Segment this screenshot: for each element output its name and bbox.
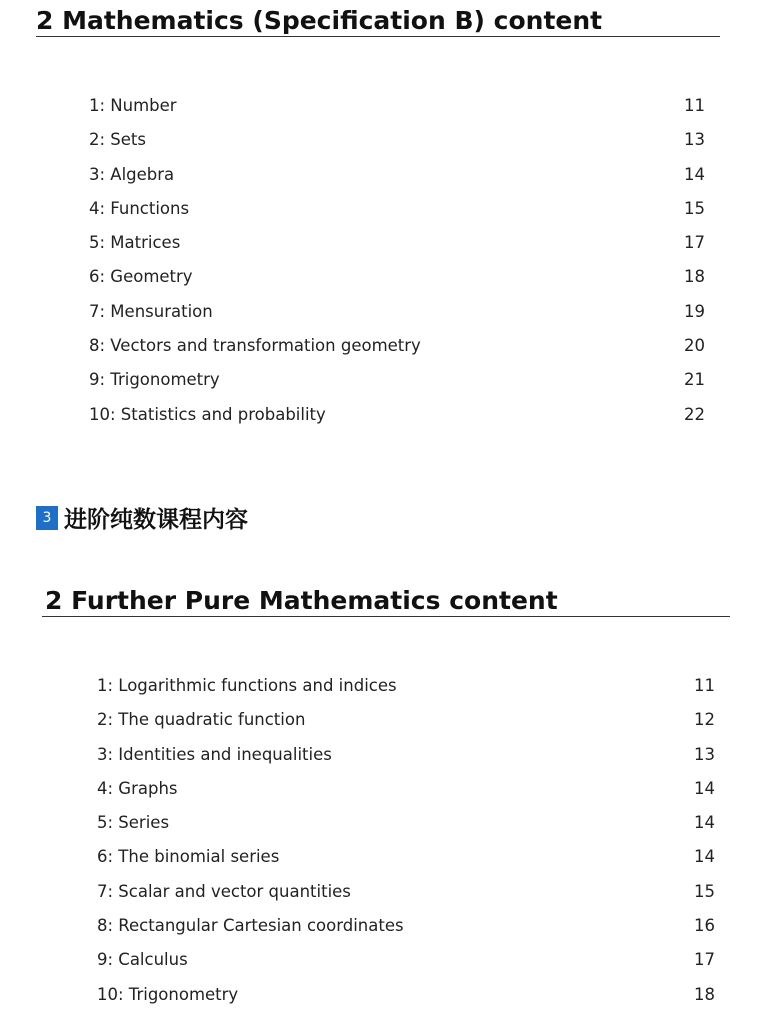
toc-entry-label: 8: Vectors and transformation geometry: [89, 336, 421, 356]
section-number-badge: 3: [36, 506, 58, 530]
toc-entry-label: 5: Matrices: [89, 233, 181, 253]
toc-entry[interactable]: [97, 710, 715, 744]
toc-entry-page: 14: [684, 164, 705, 184]
toc-entry[interactable]: [89, 165, 705, 199]
toc-entry-page: 14: [694, 813, 715, 833]
toc-entry-label: 10: Statistics and probability: [89, 404, 326, 424]
toc-entry[interactable]: [97, 882, 715, 916]
toc-entry-label: 6: Geometry: [89, 267, 193, 287]
toc-entry[interactable]: [97, 745, 715, 779]
toc-entry[interactable]: [97, 779, 715, 813]
section-title-mathematics-spec-b: 2 Mathematics (Specification B) content: [36, 6, 603, 35]
toc-entry-page: 20: [684, 336, 705, 356]
toc-entry-page: 15: [694, 881, 715, 901]
toc-entry[interactable]: [97, 847, 715, 881]
toc-entry-page: 19: [684, 301, 705, 321]
toc-entry-label: 2: Sets: [89, 130, 146, 150]
toc-entry[interactable]: [89, 336, 705, 370]
toc-entry[interactable]: [89, 96, 705, 130]
toc-entry-label: 3: Algebra: [89, 164, 175, 184]
toc-entry-label: 4: Graphs: [97, 778, 178, 798]
toc-entry-label: 7: Scalar and vector quantities: [97, 881, 351, 901]
toc-entry-label: 1: Logarithmic functions and indices: [97, 676, 397, 695]
toc-entry-page: 13: [684, 130, 705, 150]
toc-entry-page: 15: [684, 198, 705, 218]
toc-entry-page: 17: [694, 950, 715, 970]
section-title-rule: [36, 36, 720, 37]
toc-entry[interactable]: [97, 916, 715, 950]
toc-entry[interactable]: [89, 267, 705, 301]
toc-entry-label: 8: Rectangular Cartesian coordinates: [97, 916, 404, 936]
toc-entry[interactable]: [97, 985, 715, 1019]
toc-entry[interactable]: [97, 813, 715, 847]
toc-entry-page: 18: [684, 267, 705, 287]
section-title-further-pure-mathematics: 2 Further Pure Mathematics content: [45, 586, 558, 615]
toc-entry-page: 16: [694, 916, 715, 936]
cn-section-heading-text: 进阶纯数课程内容: [64, 507, 248, 533]
toc-entry[interactable]: [89, 233, 705, 267]
toc-entry-page: 14: [694, 778, 715, 798]
toc-entry-page: 18: [694, 984, 715, 1004]
toc-entry-label: 4: Functions: [89, 198, 190, 218]
toc-entry-label: 3: Identities and inequalities: [97, 744, 332, 764]
toc-entry-page: 11: [694, 676, 715, 695]
toc-entry[interactable]: [97, 676, 715, 710]
cn-section-heading: [36, 501, 248, 534]
toc-entry-label: 7: Mensuration: [89, 301, 213, 321]
toc-entry-page: 12: [694, 710, 715, 730]
toc-entry-page: 21: [684, 370, 705, 390]
toc-entry[interactable]: [89, 370, 705, 404]
toc-entry-page: 17: [684, 233, 705, 253]
toc-list-further-pure-mathematics: [97, 676, 715, 1019]
toc-entry[interactable]: [89, 302, 705, 336]
toc-entry-label: 5: Series: [97, 813, 170, 833]
toc-entry[interactable]: [97, 950, 715, 984]
toc-entry-label: 10: Trigonometry: [97, 984, 239, 1004]
toc-entry-page: 22: [684, 404, 705, 424]
toc-entry-page: 14: [694, 847, 715, 867]
toc-entry[interactable]: [89, 405, 705, 439]
toc-entry-label: 9: Calculus: [97, 950, 188, 970]
toc-list-mathematics-spec-b: [89, 96, 705, 439]
toc-entry-label: 1: Number: [89, 96, 177, 115]
toc-entry-page: 13: [694, 744, 715, 764]
section-title-rule: [42, 616, 730, 617]
toc-entry-label: 2: The quadratic function: [97, 710, 306, 730]
toc-entry-label: 6: The binomial series: [97, 847, 280, 867]
toc-entry[interactable]: [89, 130, 705, 164]
toc-entry-page: 11: [684, 96, 705, 115]
toc-entry-label: 9: Trigonometry: [89, 370, 220, 390]
toc-entry[interactable]: [89, 199, 705, 233]
